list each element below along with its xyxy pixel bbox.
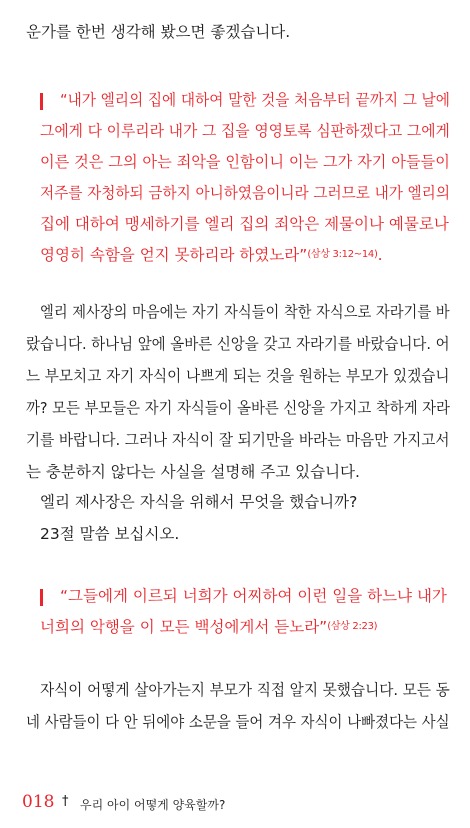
paragraph-line: 기를 바랍니다. 그러나 자식이 잘 되기만을 바라는 마음만 가지고서 xyxy=(26,431,450,449)
quote-line-last xyxy=(40,245,383,265)
scripture-reference: (삼상 2:23) xyxy=(327,621,378,632)
paragraph-line: 느 부모치고 자기 자식이 나쁘게 되는 것을 원하는 부모가 있겠습니 xyxy=(26,367,450,385)
paragraph-line: 랐습니다. 하나님 앞에 올바른 신앙을 갖고 자라기를 바랐습니다. 어 xyxy=(26,335,450,353)
quote-line: 집에 대하여 맹세하기를 엘리 집의 죄악은 제물이나 예물로나 xyxy=(40,215,449,233)
paragraph-line xyxy=(40,302,450,322)
paragraph-line: 는 충분하지 않다는 사실을 설명해 주고 있습니다. xyxy=(26,463,360,481)
continued-line: 운가를 한번 생각해 봤으면 좋겠습니다. xyxy=(26,23,291,41)
quote-text: 영영히 속함을 얻지 못하리라 하였노라” xyxy=(40,246,308,264)
page-number: 018 xyxy=(22,792,55,812)
quote-marker xyxy=(40,589,43,606)
paragraph-text: 엘리 제사장의 마음에는 자기 자식들이 착한 자식으로 자라기를 바 xyxy=(40,303,450,321)
quote-line: “내가 엘리의 집에 대하여 말한 것을 처음부터 끝까지 그 날에 xyxy=(60,91,450,109)
quote-text: 너희의 악행을 이 모든 백성에게서 듣노라” xyxy=(40,618,328,636)
instruction-line: 23절 말씀 보십시오. xyxy=(40,525,180,543)
quote-line-last xyxy=(40,617,377,637)
quote-line: 이른 것은 그의 아는 죄악을 인함이니 이는 그가 자기 아들들이 xyxy=(40,153,450,171)
quote-line: 그에게 다 이루리라 내가 그 집을 영영토록 심판하겠다고 그에게 xyxy=(40,122,450,140)
book-title: 우리 아이 어떻게 양육할까? xyxy=(80,798,226,812)
quote-end-mark: . xyxy=(377,246,383,264)
cross-icon: † xyxy=(62,794,69,809)
question-line: 엘리 제사장은 자식을 위해서 무엇을 했습니까? xyxy=(40,493,358,511)
paragraph-line: 까? 모든 부모들은 자기 자식들이 올바른 신앙을 가지고 착하게 자라 xyxy=(26,399,450,417)
quote-line: “그들에게 이르되 너희가 어찌하여 이런 일을 하느냐 내가 xyxy=(60,587,447,605)
scripture-reference: (삼상 3:12~14) xyxy=(307,249,378,260)
quote-line: 저주를 자청하되 금하지 아니하였음이니라 그러므로 내가 엘리의 xyxy=(40,184,450,202)
paragraph-line: 자식이 어떻게 살아가는지 부모가 직접 알지 못했습니다. 모든 동 xyxy=(40,681,450,699)
paragraph-line: 네 사람들이 다 안 뒤에야 소문을 들어 겨우 자식이 나빠졌다는 사실 xyxy=(26,713,450,731)
quote-marker xyxy=(40,93,43,110)
